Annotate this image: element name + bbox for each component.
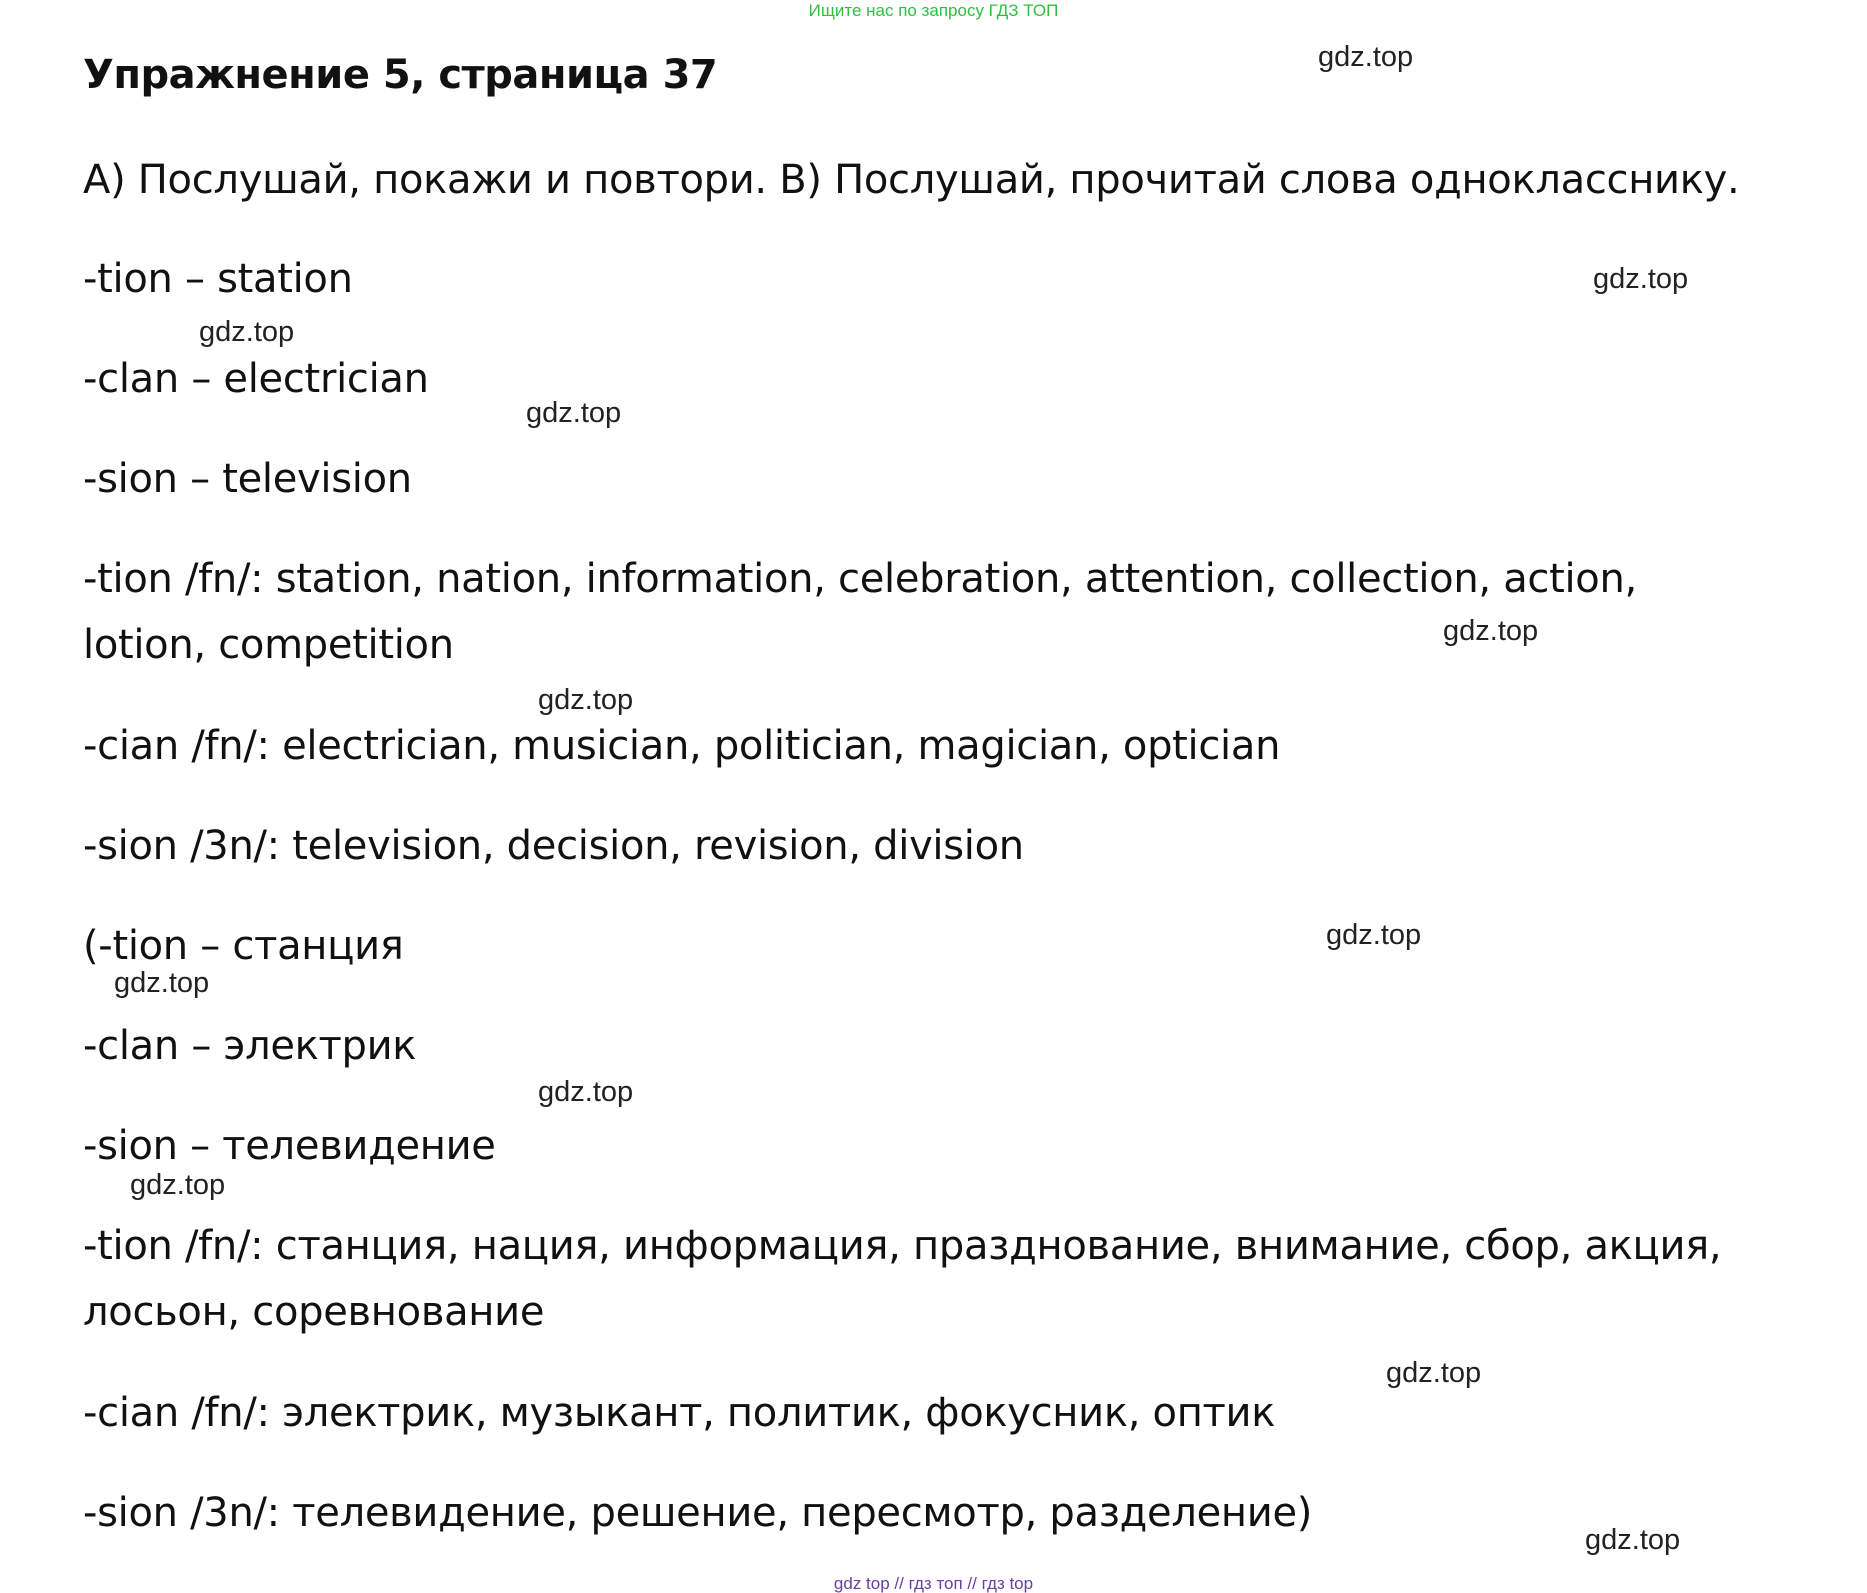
page-title: Упражнение 5, страница 37 — [83, 52, 718, 98]
watermark: gdz.top — [199, 316, 295, 348]
watermark: gdz.top — [538, 1076, 634, 1108]
watermark: gdz.top — [130, 1169, 226, 1201]
text-line: лосьон, соревнование — [83, 1289, 545, 1335]
watermark: gdz.top — [1593, 263, 1689, 295]
text-line: -tion /fn/: станция, нация, информация, празднование, внимание, сбор, акция, — [83, 1223, 1722, 1269]
text-line: -tion /fn/: station, nation, information, celebration, attention, collection, action, — [83, 556, 1637, 602]
watermark: gdz.top — [1386, 1357, 1482, 1389]
text-line: -clan – electrician — [83, 356, 429, 402]
watermark: gdz.top — [526, 397, 622, 429]
text-line: -sion – телевидение — [83, 1123, 496, 1169]
text-line: -sion – television — [83, 456, 412, 502]
text-line: -tion – station — [83, 256, 353, 302]
watermark: gdz.top — [538, 684, 634, 716]
watermark: gdz.top — [1585, 1524, 1681, 1556]
task-text: A) Послушай, покажи и повтори. B) Послушай, прочитай слова однокласснику. — [83, 157, 1740, 203]
text-line: (-tion – станция — [83, 923, 404, 969]
text-line: lotion, competition — [83, 622, 454, 668]
text-line: -cian /fn/: электрик, музыкант, политик, фокусник, оптик — [83, 1390, 1276, 1436]
text-line: -sion /3n/: телевидение, решение, пересмотр, разделение) — [83, 1490, 1313, 1536]
text-line: -sion /3n/: television, decision, revision, division — [83, 823, 1024, 869]
watermark: gdz.top — [1318, 41, 1414, 73]
bottom-banner: gdz top // гдз топ // гдз top — [833, 1574, 1034, 1593]
text-line: -cian /fn/: electrician, musician, politician, magician, optician — [83, 723, 1281, 769]
text-line: -clan – электрик — [83, 1023, 417, 1069]
watermark: gdz.top — [1443, 615, 1539, 647]
watermark: gdz.top — [114, 967, 210, 999]
watermark: gdz.top — [1326, 919, 1422, 951]
top-banner: Ищите нас по запросу ГДЗ ТОП — [808, 1, 1059, 20]
